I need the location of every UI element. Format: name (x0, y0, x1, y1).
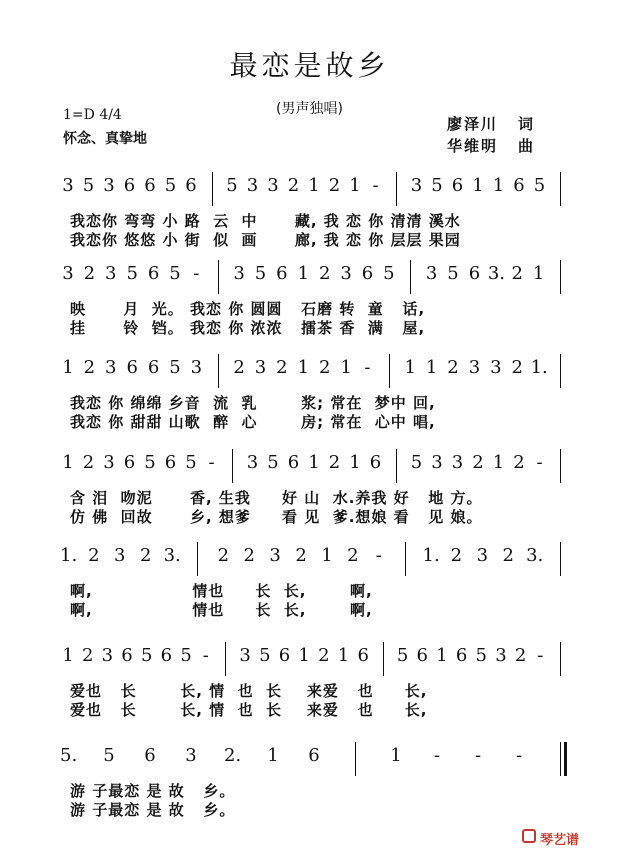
note: 2 (347, 545, 359, 566)
lyric-verse-1: 爱也 长 长, 情 也 长 来爱 也 长, (70, 682, 428, 700)
note: 3 (105, 357, 117, 378)
note: 6 (185, 175, 197, 196)
note: 1 (349, 175, 361, 196)
barline (396, 449, 397, 483)
note: 5 (410, 452, 423, 473)
note: 3. (163, 545, 181, 566)
sustain-dash: - (474, 745, 482, 766)
notation-line (0, 530, 619, 574)
expression-marking: 怀念、真挚地 (63, 131, 147, 147)
note: 1 (308, 175, 320, 196)
note: 2 (328, 175, 341, 196)
note: 5 (169, 357, 181, 378)
note: 1 (297, 263, 310, 284)
note: 2 (295, 545, 307, 566)
barline (405, 542, 406, 576)
note: 1 (492, 452, 505, 473)
note: 6 (164, 452, 177, 473)
note: 2 (243, 545, 255, 566)
note: 6 (451, 175, 464, 196)
note: 2 (511, 357, 523, 378)
notation-line (0, 342, 619, 386)
note: 3 (267, 175, 279, 196)
note: 2 (450, 545, 463, 566)
note: 5 (126, 263, 138, 284)
barline (396, 172, 397, 206)
lyric-verse-1: 映 月 光。 我恋 你 圆圆 石磨 转 童 话, (70, 300, 426, 318)
note: 2 (318, 357, 331, 378)
note: 3 (495, 645, 507, 666)
note: 2 (513, 452, 525, 473)
note: 1 (298, 645, 310, 666)
logo-icon (522, 829, 536, 843)
notation-line (0, 730, 619, 774)
note: 3 (490, 357, 502, 378)
song-title: 最恋是故乡 (229, 49, 390, 82)
barline (410, 260, 411, 294)
note: 6 (455, 645, 468, 666)
note: 1 (267, 745, 279, 766)
note: 1 (62, 357, 74, 378)
sustain-dash: - (202, 645, 209, 666)
note: 3 (239, 645, 251, 666)
note: 2 (447, 357, 459, 378)
note: 1 (321, 545, 333, 566)
watermark: 琴艺谱 (540, 833, 580, 848)
barline (212, 172, 213, 206)
note: 5 (140, 645, 153, 666)
note: 3 (114, 545, 126, 566)
note: 2 (88, 545, 100, 566)
note: 3. (526, 545, 544, 566)
sustain-dash: - (375, 545, 382, 566)
note: 2 (511, 263, 523, 284)
lyric-verse-1: 我恋 你 绵绵 乡音 流 乳 浆; 常在 梦中 回, (70, 394, 436, 412)
note: 5 (383, 263, 395, 284)
note: 2 (217, 545, 230, 566)
note: 3 (190, 357, 203, 378)
sustain-dash: - (515, 745, 523, 766)
lyric-verse-2: 我恋你 悠悠 小 街 似 画 廊, 我 恋 你 层层 果园 (70, 231, 461, 249)
note: 3 (468, 357, 481, 378)
note: 3 (185, 745, 197, 766)
note: 6 (416, 645, 428, 666)
lyricist-role: 词 (518, 115, 536, 133)
note: 6 (160, 645, 173, 666)
note: 6 (357, 645, 369, 666)
composer-name: 华维明 (447, 137, 499, 155)
barline (560, 642, 561, 676)
barline (355, 742, 356, 776)
barline (225, 642, 226, 676)
note: 3 (425, 263, 438, 284)
note: 3 (246, 452, 259, 473)
barline (383, 642, 384, 676)
note: 5 (226, 175, 238, 196)
note: 5 (180, 645, 192, 666)
note: 2 (83, 263, 96, 284)
note: 1 (532, 263, 545, 284)
note: 3. (487, 263, 505, 284)
note: 5 (144, 452, 156, 473)
note: 6 (126, 357, 138, 378)
note: 6 (147, 357, 160, 378)
lyric-verse-2: 爱也 长 长, 情 也 长 来爱 也 长, (70, 701, 428, 719)
note: 6 (144, 745, 156, 766)
barline (560, 542, 561, 576)
note: 2 (514, 645, 527, 666)
barline (218, 260, 219, 294)
lyric-verse-2: 啊, 情也 长 长, 啊, (70, 601, 373, 619)
barline (560, 354, 561, 388)
note: 5 (169, 263, 181, 284)
note: 2 (318, 645, 330, 666)
note: 3 (103, 452, 115, 473)
note: 3 (246, 175, 259, 196)
note: 6 (147, 263, 160, 284)
note: 3 (105, 263, 117, 284)
note: 3 (476, 545, 489, 566)
sustain-dash: - (433, 745, 441, 766)
note: 1 (472, 175, 484, 196)
note: 6 (123, 452, 136, 473)
final-barline (560, 742, 561, 776)
note: 5 (447, 263, 459, 284)
composer-role: 曲 (518, 137, 536, 155)
note: 2 (233, 357, 245, 378)
note: 3 (62, 263, 74, 284)
note: 2 (287, 175, 300, 196)
note: 1 (390, 745, 402, 766)
lyric-verse-2: 游 子最恋 是 故 乡。 (70, 801, 236, 819)
note: 1 (62, 452, 74, 473)
note: 2 (82, 452, 95, 473)
note: 6 (121, 645, 133, 666)
notation-line (0, 630, 619, 674)
note: 5 (267, 452, 279, 473)
note: 5 (396, 645, 409, 666)
note: 5 (164, 175, 177, 196)
lyric-verse-2: 我恋 你 甜甜 山歌 醉 心 房; 常在 心中 唱, (70, 413, 436, 431)
note: 3 (101, 645, 114, 666)
barline (560, 172, 561, 206)
note: 5 (259, 645, 271, 666)
note: 1. (60, 545, 78, 566)
note: 5 (431, 175, 443, 196)
note: 6 (278, 645, 291, 666)
notation-line (0, 248, 619, 292)
song-subtitle: (男声独唱) (276, 101, 343, 117)
note: 5 (254, 263, 267, 284)
note: 2 (139, 545, 152, 566)
note: 6 (276, 263, 288, 284)
note: 3 (410, 175, 423, 196)
note: 6 (287, 452, 300, 473)
sustain-dash: - (372, 175, 379, 196)
note: 1 (349, 452, 361, 473)
sustain-dash: - (537, 645, 544, 666)
lyric-verse-1: 含 泪 吻泥 香, 生我 好 山 水.养我 好 地 方。 (70, 489, 483, 507)
lyric-verse-1: 游 子最恋 是 故 乡。 (70, 782, 236, 800)
note: 3 (431, 452, 443, 473)
key-signature: 1=D 4/4 (63, 107, 122, 123)
note: 2 (81, 645, 94, 666)
barline (197, 542, 198, 576)
note: 6 (308, 745, 320, 766)
note: 1 (340, 357, 352, 378)
note: 6 (361, 263, 374, 284)
note: 1 (492, 175, 505, 196)
note: 6 (369, 452, 382, 473)
note: 1 (425, 357, 438, 378)
note: 1 (436, 645, 448, 666)
note: 5 (82, 175, 95, 196)
note: 6 (144, 175, 156, 196)
note: 2 (83, 357, 96, 378)
sustain-dash: - (536, 452, 543, 473)
note: 3 (340, 263, 352, 284)
barline (560, 449, 561, 483)
note: 1 (337, 645, 350, 666)
note: 2 (318, 263, 331, 284)
barline (232, 449, 233, 483)
note: 1 (62, 645, 74, 666)
sustain-dash: - (208, 452, 215, 473)
note: 1. (422, 545, 440, 566)
note: 6 (123, 175, 136, 196)
note: 5 (533, 175, 546, 196)
sustain-dash: - (364, 357, 371, 378)
note: 3 (233, 263, 245, 284)
lyric-verse-1: 我恋你 弯弯 小 路 云 中 藏, 我 恋 你 清清 溪水 (70, 212, 461, 230)
note: 2 (472, 452, 484, 473)
note: 5 (185, 452, 197, 473)
composer-credit (447, 135, 535, 156)
barline (560, 260, 561, 294)
note: 3 (103, 175, 115, 196)
note: 3 (451, 452, 464, 473)
note: 1 (404, 357, 416, 378)
note: 2 (502, 545, 514, 566)
notation-line (0, 437, 619, 481)
note: 5 (103, 745, 115, 766)
note: 2 (276, 357, 288, 378)
note: 6 (468, 263, 481, 284)
lyricist-name: 廖泽川 (447, 115, 499, 133)
note: 1 (308, 452, 320, 473)
note: 5. (60, 745, 78, 766)
notation-line (0, 160, 619, 204)
sustain-dash: - (193, 263, 200, 284)
lyric-verse-2: 仿 佛 回故 乡, 想爹 看 见 爹.想娘 看 见 娘。 (70, 508, 483, 526)
note: 1. (530, 357, 548, 378)
note: 3 (62, 175, 74, 196)
barline (389, 354, 390, 388)
note: 3 (254, 357, 267, 378)
note: 5 (475, 645, 487, 666)
lyric-verse-2: 挂 铃 铛。 我恋 你 浓浓 擂茶 香 满 屋, (70, 319, 426, 337)
note: 6 (513, 175, 525, 196)
barline (218, 354, 219, 388)
note: 3 (269, 545, 281, 566)
note: 2 (328, 452, 341, 473)
note: 1 (297, 357, 310, 378)
lyric-verse-1: 啊, 情也 长 长, 啊, (70, 582, 373, 600)
note: 2. (224, 745, 242, 766)
lyricist-credit (447, 113, 535, 134)
